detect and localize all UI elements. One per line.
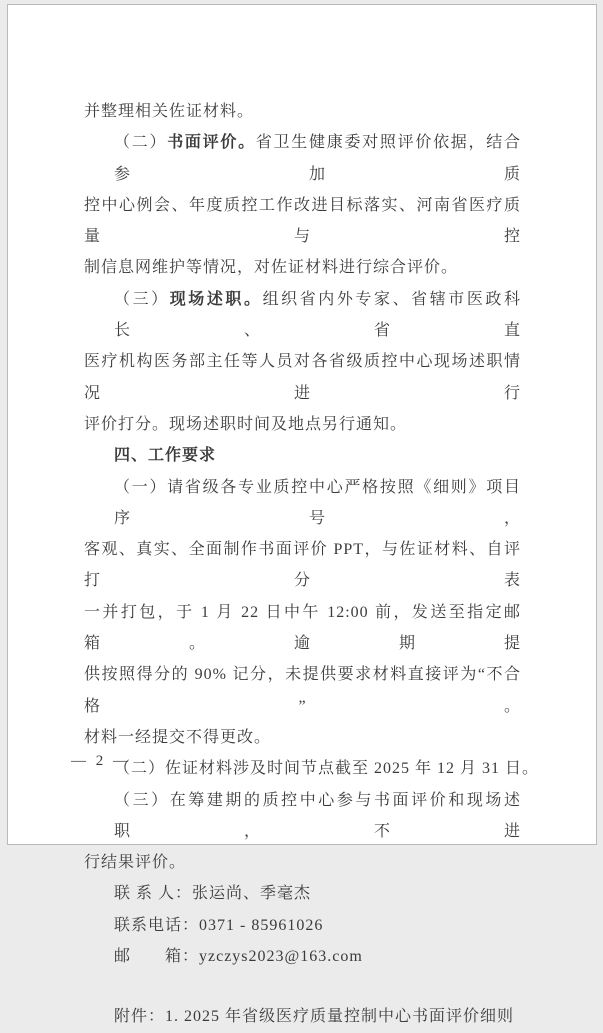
document-line-segment: （三）在筹建期的质控中心参与书面评价和现场述职，不进 bbox=[114, 791, 521, 840]
document-line-segment: 医疗机构医务部主任等人员对各省级质控中心现场述职情况进行 bbox=[84, 353, 521, 402]
document-line-segment: 附件：1. 2025 年省级医疗质量控制中心书面评价细则 bbox=[114, 1008, 515, 1026]
document-line bbox=[84, 659, 521, 722]
document-line-segment: （三） bbox=[114, 290, 170, 308]
document-line bbox=[84, 785, 521, 848]
document-line bbox=[84, 127, 521, 190]
document-line bbox=[84, 722, 521, 753]
document-line bbox=[84, 409, 521, 440]
document-line-bold-segment: 四、工作要求 bbox=[114, 447, 217, 465]
document-line bbox=[84, 252, 521, 283]
document-line bbox=[84, 753, 540, 784]
document-line bbox=[84, 96, 521, 127]
document-line-segment: 行结果评价。 bbox=[84, 854, 187, 872]
document-line bbox=[84, 472, 521, 535]
document-line-segment: 联 系 人：张运尚、季毫杰 bbox=[114, 885, 312, 903]
document-text bbox=[84, 96, 540, 1033]
document-line-segment: 材料一经提交不得更改。 bbox=[84, 728, 272, 746]
document-line-segment: 供按照得分的 90% 记分，未提供要求材料直接评为“不合格”。 bbox=[84, 666, 521, 715]
document-line-segment: 评价打分。现场述职时间及地点另行通知。 bbox=[84, 415, 408, 433]
document-page bbox=[7, 4, 597, 1026]
document-line bbox=[84, 190, 521, 253]
document-line-segment: 省卫生健康委对照评价依据，结合参加质 bbox=[114, 134, 521, 183]
document-line-segment: （二）佐证材料涉及时间节点截至 2025 年 12 月 31 日。 bbox=[114, 760, 540, 778]
document-line-segment: 组织省内外专家、省辖市医政科长、省直 bbox=[114, 290, 521, 340]
document-line bbox=[84, 284, 521, 347]
document-line bbox=[84, 597, 521, 660]
page-number: — 2 — bbox=[71, 753, 131, 769]
document-line-segment: （二） bbox=[114, 134, 168, 152]
document-line-segment: 客观、真实、全面制作书面评价 PPT，与佐证材料、自评打分表 bbox=[84, 541, 521, 590]
document-line-segment: （一）请省级各专业质控中心严格按照《细则》项目序号， bbox=[114, 478, 521, 527]
document-line-bold-segment: 现场述职。 bbox=[169, 290, 263, 308]
document-line bbox=[84, 346, 521, 409]
document-line bbox=[84, 847, 521, 878]
document-line-segment: 制信息网维护等情况，对佐证材料进行综合评价。 bbox=[84, 259, 459, 277]
document-line-segment: 联系电话：0371 - 85961026 bbox=[114, 916, 324, 934]
document-line bbox=[84, 534, 521, 597]
document-line bbox=[84, 878, 521, 909]
document-line-segment: 一并打包，于 1 月 22 日中午 12:00 前，发送至指定邮箱。逾期提 bbox=[84, 603, 521, 653]
document-line-segment: 控中心例会、年度质控工作改进目标落实、河南省医疗质量与控 bbox=[84, 196, 521, 246]
document-line-bold-segment: 书面评价。 bbox=[167, 134, 256, 152]
document-line-segment: 并整理相关佐证材料。 bbox=[84, 103, 255, 120]
document-line-segment: 邮 箱：yzczys2023@163.com bbox=[114, 948, 363, 966]
document-line bbox=[84, 440, 521, 471]
document-line bbox=[84, 1001, 521, 1032]
document-line bbox=[84, 941, 521, 972]
document-line bbox=[84, 910, 521, 941]
